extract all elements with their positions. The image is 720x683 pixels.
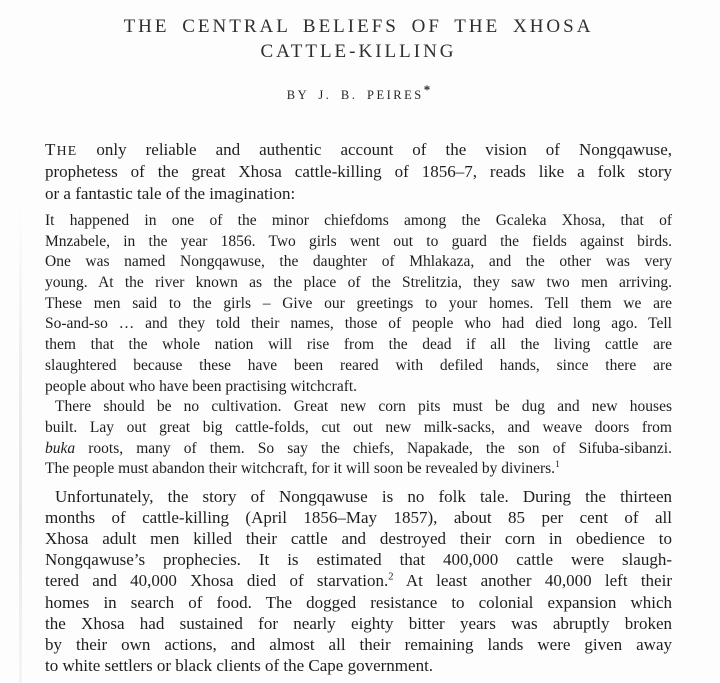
line-text: The people must abandon their witchcraft, for it will soon be revealed by diviners. (45, 460, 556, 478)
closing-paragraph (45, 486, 672, 676)
line-text: At least another 40,000 left their (393, 571, 672, 591)
byline (45, 82, 672, 103)
text-line: them that the whole nation will rise from the dead if all the living cattle are (45, 336, 672, 354)
text-line: built. Lay out great big cattle-folds, cut out new milk-sacks, and weave doors from (45, 418, 672, 436)
text-line: the Xhosa had sustained for nearly eighty bitter years was abruptly broken (45, 613, 672, 633)
text-line: These men said to the girls – Give our greetings to your homes. Tell them we are (45, 294, 672, 312)
byline-text: BY J. B. PEIRES (286, 88, 424, 102)
italic-word: buka (45, 439, 76, 457)
text-line: One was named Nongqawuse, the daughter of Mhlakaza, and the other was very (45, 253, 672, 271)
text-line (45, 459, 672, 480)
footnote-marker-1: 1 (555, 459, 560, 471)
text-line: to white settlers or black clients of the Cape government. (45, 655, 434, 675)
text-line (45, 570, 672, 591)
block-quote (45, 211, 672, 480)
line-text: tered and 40,000 Xhosa died of starvation. (45, 571, 389, 591)
text-line: prophetess of the great Xhosa cattle-killing of 1856–7, reads like a folk story (45, 162, 672, 182)
text-line: young. At the river known as the place of the Strelitzia, they saw two men arriving. (45, 274, 672, 291)
line-text: roots, many of them. So say the chiefs, Napakade, the son of Sifuba-sibanzi. (75, 439, 672, 457)
text-line: Xhosa adult men killed their cattle and destroyed their corn in obedience to (45, 529, 672, 549)
text-line: months of cattle-killing (April 1856–May 1857), about 85 per cent of all (45, 508, 672, 528)
text-line: So-and-so … and they told their names, those of people who had died long ago. Tell (45, 315, 672, 333)
text-line: by their own actions, and almost all their remaining lands were given away (45, 634, 672, 654)
text-line (45, 439, 672, 460)
text-line: slaughtered because these have been reared with defiled hands, since there are (45, 356, 672, 374)
lead-capitals (45, 140, 77, 159)
text-line: It happened in one of the minor chiefdoms among the Gcaleka Xhosa, that of (45, 211, 672, 229)
text-line: There should be no cultivation. Great new corn pits must be dug and new houses (55, 398, 672, 416)
text-line: or a fantastic tale of the imagination: (45, 183, 296, 203)
lead-initial: T (45, 140, 57, 159)
footnote-marker-2: 2 (388, 571, 394, 583)
quote-paragraph-1 (45, 211, 672, 397)
text-line: Nongqawuse’s prophecies. It is estimated that 400,000 cattle were slaugh- (45, 550, 672, 570)
intro-paragraph (45, 139, 672, 204)
article-content (45, 0, 672, 676)
quote-paragraph-2 (45, 397, 672, 480)
byline-footnote-marker: * (423, 82, 431, 97)
article-title-line1: THE CENTRAL BELIEFS OF THE XHOSA (123, 16, 594, 37)
lead-small-caps: HE (56, 143, 78, 158)
article-title (45, 0, 672, 64)
text-line: homes in search of food. The dogged resistance to colonial expansion which (45, 592, 672, 612)
article-title-line2: CATTLE-KILLING (260, 41, 457, 62)
text-line (45, 139, 672, 161)
line-text: only reliable and authentic account of the vision of Nongqawuse, (77, 140, 672, 159)
scan-artifact (19, 0, 22, 683)
text-line: Mnzabele, in the year 1856. Two girls went out to guard the fields against birds. (45, 232, 672, 250)
text-line: people about who have been practising witchcraft. (45, 377, 358, 395)
text-line: Unfortunately, the story of Nongqawuse is no folk tale. During the thirteen (55, 487, 672, 507)
